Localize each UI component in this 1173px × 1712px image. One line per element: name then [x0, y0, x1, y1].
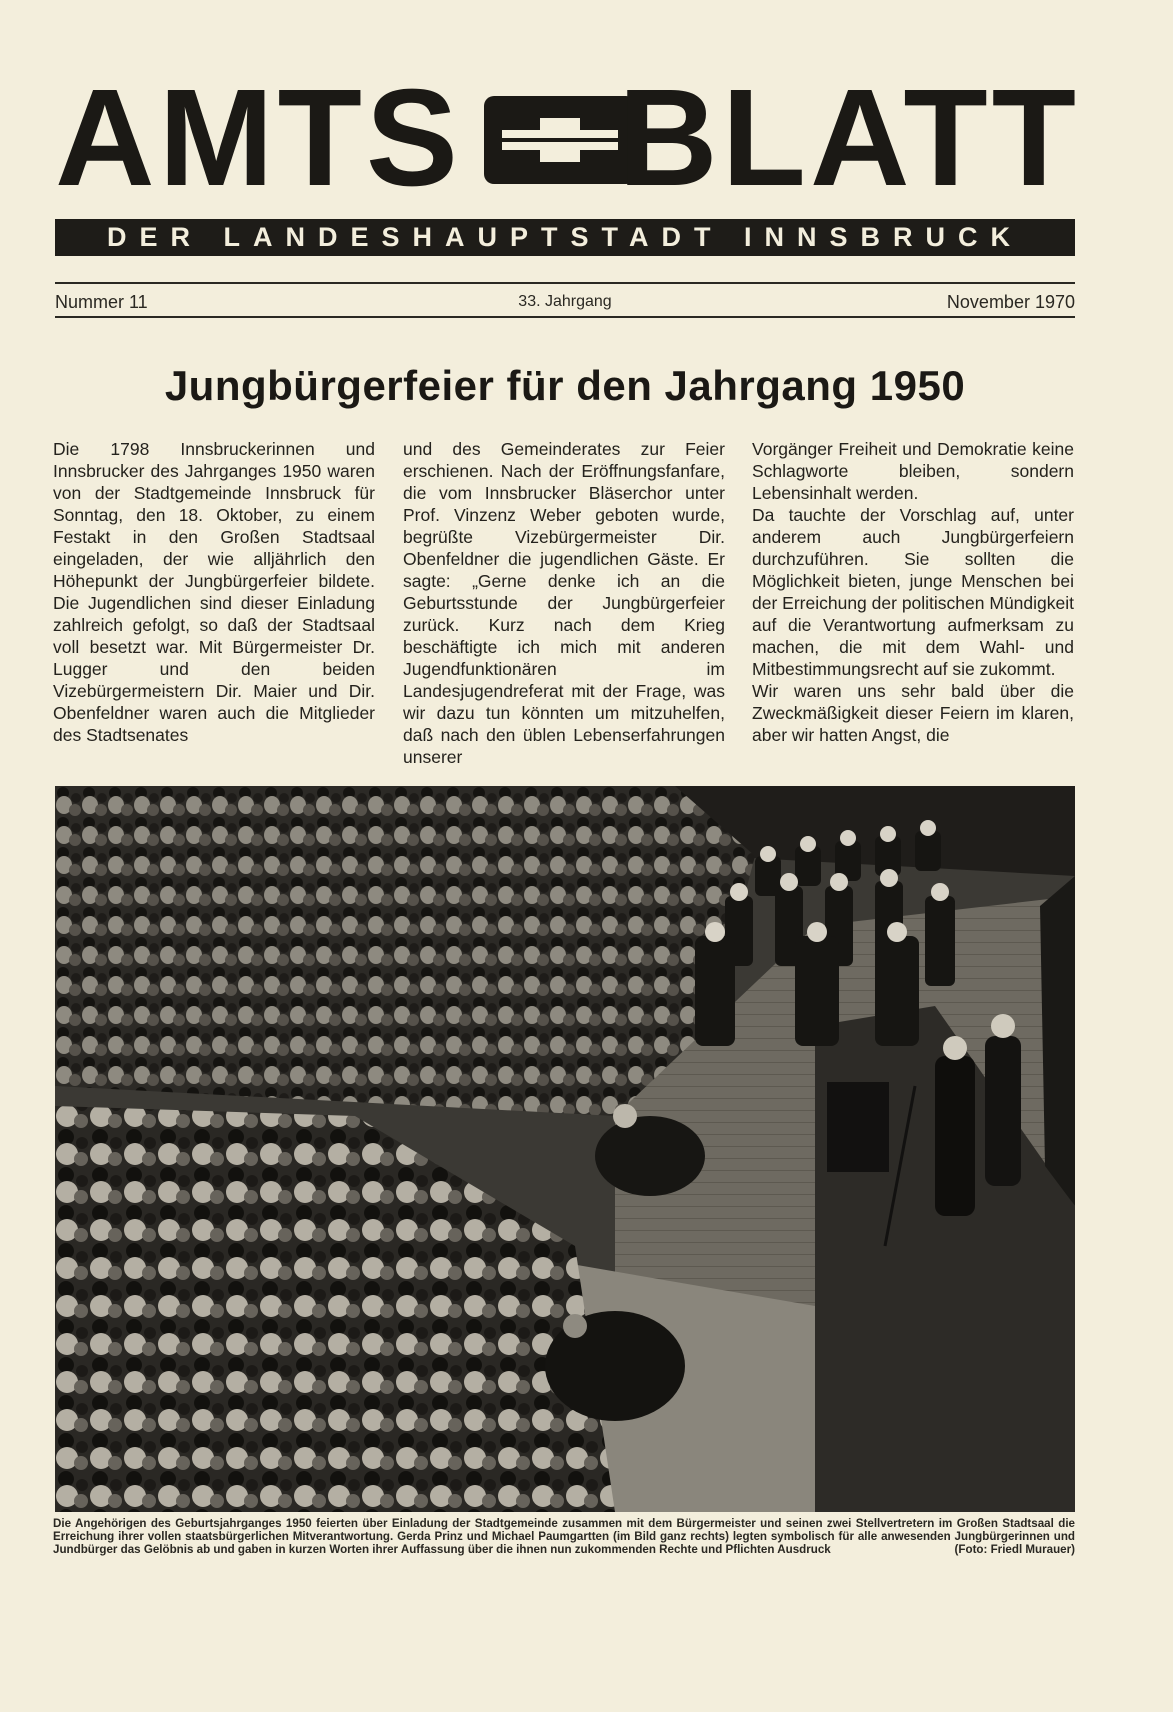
innsbruck-coat-of-arms-icon: [480, 92, 640, 188]
issue-number: Nummer 11: [55, 292, 148, 312]
masthead-title-left: AMTS: [55, 61, 462, 215]
photo-caption-text: Die Angehörigen des Geburtsjahrganges 1950 feierten über Einladung der Stadtgemeinde zusammen mit dem Bürgermeister und seinen zwei Stellvertretern im Großen Stadtsaal die Erreichung ihrer vollen staatsbürgerlichen Mitverantwortung. Gerda Prinz und Michael Paumgartten (im Bild ganz rechts) legten symbolisch für alle anwesenden Jungbürgerinnen und Jundbürger das Gelöbnis ab und gaben in kurzen Worten ihrer Auffassung über die ihnen nun zukommenden Rechte und Pflichten Ausdruck: [53, 1517, 1075, 1556]
issue-date: November 1970: [946, 292, 1075, 312]
ceremony-photo: [55, 786, 1075, 1512]
ceremony-photo-image: [55, 786, 1075, 1512]
article-paragraph: und des Gemeinderates zur Feier erschienen. Nach der Eröffnungsfanfare, die vom Innsbrucker Bläserchor unter Prof. Vinzenz Weber geboten wurde, begrüßte Vizebürgermeister Dir. Obenfeldner die jugendlichen Gäste. Er sagte: „Gerne denke ich an die Geburtsstunde der Jungbürgerfeier zurück. Kurz nach dem Krieg beschäftigte ich mich mit anderen Jugendfunktionären im Landesjugendreferat mit der Frage, was wir dazu tun könnten um mitzuhelfen, daß nach den üblen Lebenserfahrungen unserer: [403, 439, 725, 767]
issue-volume: 33. Jahrgang: [518, 293, 612, 310]
article-column-1: [53, 438, 375, 778]
masthead-title: [55, 61, 1080, 215]
masthead-title-right: BLATT: [618, 61, 1080, 215]
article-paragraph: Da tauchte der Vorschlag auf, unter anderem auch Jungbürgerfeiern durchzuführen. Sie sollten die Möglichkeit bieten, junge Menschen bei der Erreichung der politischen Mündigkeit auf die Verantwortung aufmerksam zu machen, die mit dem Wahl- und Mitbestimmungsrecht auf sie zukommt.: [752, 505, 1074, 679]
photo-caption: [53, 1517, 1075, 1556]
divider-top: [55, 282, 1075, 284]
article-headline: Jungbürgerfeier für den Jahrgang 1950: [164, 362, 966, 409]
masthead-subtitle: DER LANDESHAUPTSTADT INNSBRUCK: [55, 219, 1075, 256]
article-paragraph: Die 1798 Innsbruckerinnen und Innsbrucker des Jahrganges 1950 waren von der Stadtgemeinde Innsbruck für Sonntag, den 18. Oktober, zu einem Festakt in den Großen Stadtsaal eingeladen, der wie alljährlich den Höhepunkt der Jungbürgerfeier bildete. Die Jugendlichen sind dieser Einladung zahlreich gefolgt, so daß der Stadtsaal voll besetzt war. Mit Bürgermeister Dr. Lugger und den beiden Vizebürgermeistern Dir. Maier und Dir. Obenfeldner waren auch die Mitglieder des Stadtsenates: [53, 439, 375, 745]
divider-bottom: [55, 316, 1075, 318]
article-paragraph: Vorgänger Freiheit und Demokratie keine Schlagworte bleiben, sondern Lebensinhalt werden.: [752, 439, 1074, 503]
article-column-2: [403, 438, 725, 778]
photo-credit: (Foto: Friedl Murauer): [954, 1543, 1075, 1556]
article-paragraph: Wir waren uns sehr bald über die Zweckmäßigkeit dieser Feiern im klaren, aber wir hatten Angst, die: [752, 681, 1074, 745]
article-column-3: [752, 438, 1074, 778]
issue-line: [55, 290, 1075, 314]
